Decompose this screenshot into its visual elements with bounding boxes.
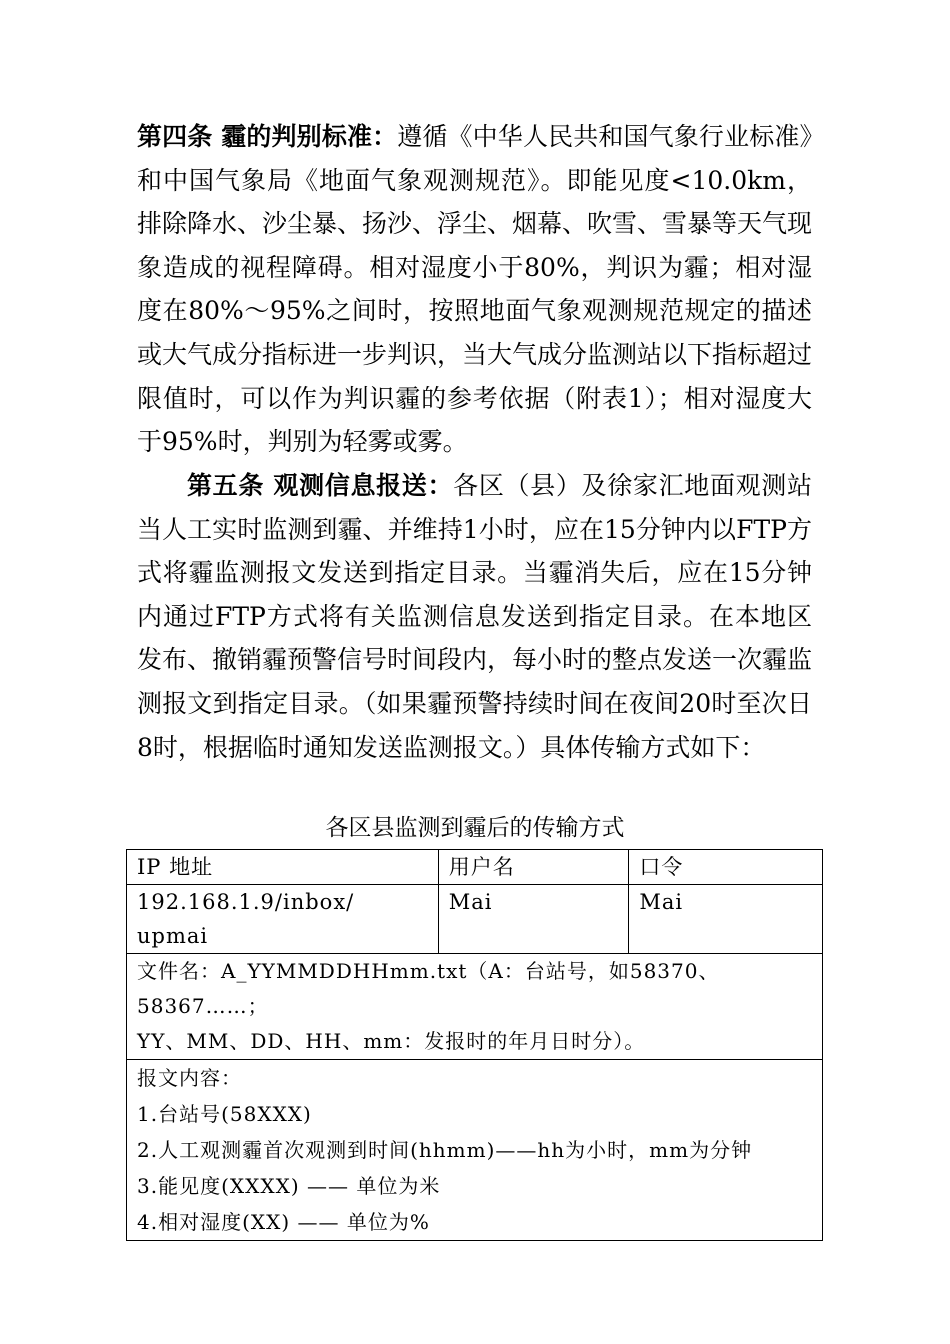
article-5-paragraph [137,464,812,769]
content-item: 1.台站号(58XXX) [137,1102,312,1126]
cell-message-content [127,1060,823,1241]
content-item: 2.人工观测霾首次观测到时间(hhmm)——hh为小时，mm为分钟 [137,1138,753,1162]
transmission-table [126,849,823,1241]
filename-line-1: 文件名：A_YYMMDDHHmm.txt（A：台站号，如58370、58367……； [137,959,720,1018]
table-caption: 各区县监测到霾后的传输方式 [325,815,625,841]
article-4-label: 第四条 霾的判别标准： [137,122,398,151]
cell-ip-address [127,885,439,954]
table-row [127,885,823,954]
filename-line-2: YY、MM、DD、HH、mm：发报时的年月日时分）。 [137,1029,646,1053]
content-row [127,1060,823,1241]
content-title: 报文内容： [137,1066,242,1090]
cell-password: Mai [629,885,823,954]
header-ip-address: IP 地址 [127,850,439,885]
content-item: 4.相对湿度(XX) —— 单位为% [137,1210,430,1234]
ip-line-2: upmai [137,924,209,948]
content-item: 3.能见度(XXXX) —— 单位为米 [137,1174,441,1198]
header-username: 用户名 [438,850,629,885]
filename-row [127,954,823,1060]
ip-line-1: 192.168.1.9/inbox/ [137,890,355,914]
article-5-label: 第五条 观测信息报送： [187,471,454,500]
table-header-row [127,850,823,885]
article-4-body: 遵循《中华人民共和国气象行业标准》和中国气象局《地面气象观测规范》。即能见度<10.0km，排除降水、沙尘暴、扬沙、浮尘、烟幕、吹雪、雪暴等天气现象造成的视程障碍。相对湿度小于80%，判识为霾；相对湿度在80%～95%之间时，按照地面气象观测规范规定的描述或大气成分指标进一步判识，当大气成分监测站以下指标超过限值时，可以作为判识霾的参考依据（附表1）；相对湿度大于95%时，判别为轻雾或雾。 [137,122,813,457]
cell-username: Mai [438,885,629,954]
header-password: 口令 [629,850,823,885]
cell-filename [127,954,823,1060]
article-4-paragraph [137,115,812,464]
article-5-body: 各区（县）及徐家汇地面观测站当人工实时监测到霾、并维持1小时，应在15分钟内以FTP方式将霾监测报文发送到指定目录。当霾消失后，应在15分钟内通过FTP方式将有关监测信息发送到指定目录。在本地区发布、撤销霾预警信号时间段内，每小时的整点发送一次霾监测报文到指定目录。（如果霾预警持续时间在夜间20时至次日8时，根据临时通知发送监测报文。）具体传输方式如下： [137,471,813,762]
